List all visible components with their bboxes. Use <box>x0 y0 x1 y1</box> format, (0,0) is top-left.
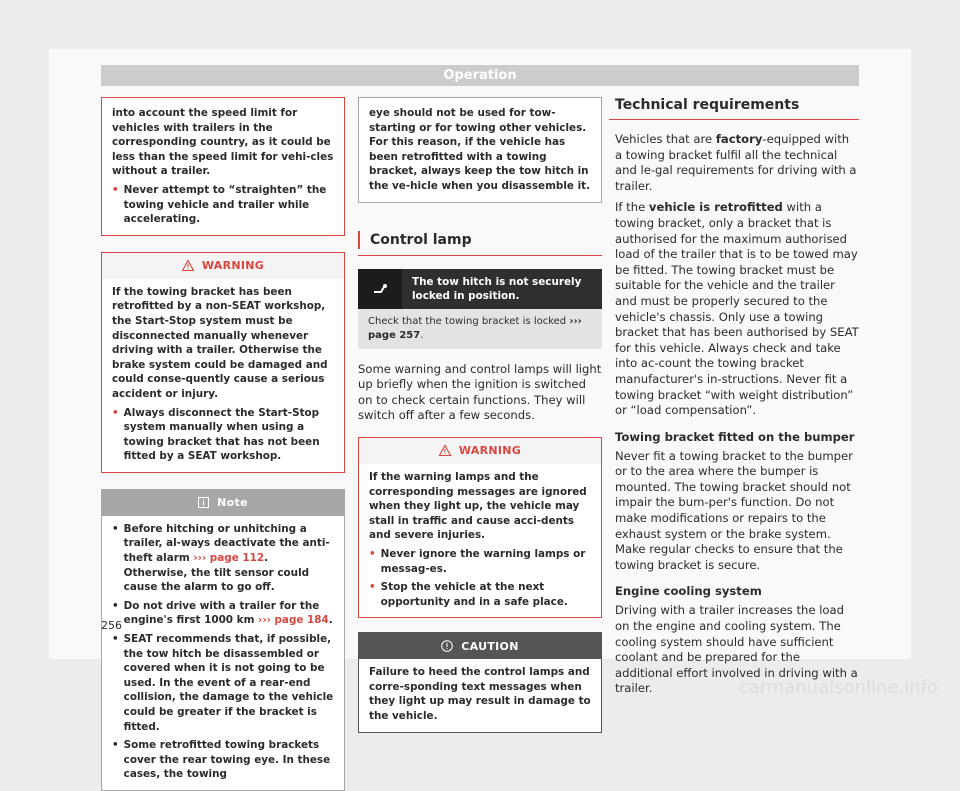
page-link[interactable]: ››› page 257 <box>368 315 582 341</box>
paragraph: Driving with a trailer increases the load on the engine and cooling system. The cooling system should have sufficient coolant and be prepared for the additional effort involved in driving with a trailer. <box>615 603 858 696</box>
warning-triangle-icon <box>439 445 451 456</box>
warning-text: If the warning lamps and the corresponding messages are ignored when they light up, the vehicle may stall in traffic and cause acci-dents and severe injuries. <box>369 470 587 542</box>
section-heading <box>358 231 602 256</box>
control-lamp-row <box>358 269 602 309</box>
warning-header <box>359 438 601 464</box>
warning-box <box>358 437 602 618</box>
bullet-text: . Otherwise, the tilt sensor could cause the alarm to go off. <box>123 552 310 594</box>
bullet-item <box>112 738 335 782</box>
paragraph-text: with a towing bracket, only a bracket that is authorised for the maximum authorised load of the trailer that is to be towed may be fitted. The towing bracket must be suitable for the vehicle and the trailer and must be properly secured to the vehicle's chassis. Only use a towing bracket that has been authorised by SEAT for this vehicle. Always check and take into ac-count the towing bracket manufacturer's in-structions. Never fit a towing bracket “with weight distribution” or “load compensation”. <box>615 200 859 418</box>
bullet-icon: • <box>112 633 119 646</box>
subheading: Towing bracket fitted on the bumper <box>615 429 855 444</box>
page-header: Operation <box>101 65 859 86</box>
warning-label: WARNING <box>201 259 265 273</box>
bullet-text: Do not drive with a trailer for the engine's first 1000 km <box>123 599 320 627</box>
caution-icon <box>441 640 453 652</box>
bullet-item <box>369 580 592 609</box>
bullet-text: Always disconnect the Start-Stop system manually when using a towing bracket that has not been fitted by a SEAT workshop. <box>123 406 320 463</box>
paragraph <box>615 200 859 418</box>
caution-box <box>358 632 602 732</box>
column-1 <box>101 97 345 791</box>
bullet-item <box>112 406 335 464</box>
bullet-text: . <box>328 614 333 627</box>
page-number: 256 <box>101 619 122 632</box>
emphasis: vehicle is retrofitted <box>648 200 783 215</box>
bullet-icon: • <box>112 522 119 535</box>
page-link[interactable]: ››› page 112 <box>193 552 265 565</box>
bullet-text: Never attempt to “straighten” the towing vehicle and trailer while accelerating. <box>123 183 327 226</box>
warning-continuation-box <box>101 97 345 236</box>
caution-label: CAUTION <box>461 639 519 653</box>
paragraph: Some warning and control lamps will light up briefly when the ignition is switched on to check certain functions. They will switch off after a few seconds. <box>358 361 602 423</box>
box-text: into account the speed limit for vehicles with trailers in the corresponding country, as it could be less than the speed limit for vehi-cles without a trailer. <box>112 107 334 178</box>
bullet-text-1 <box>124 522 335 595</box>
bullet-item <box>112 599 335 628</box>
section-title: Control lamp <box>370 231 472 248</box>
caution-body <box>359 659 601 731</box>
bullet-icon: • <box>112 406 119 419</box>
bullet-icon: • <box>112 183 119 196</box>
bullet-text: Never ignore the warning lamps or messag-es. <box>380 547 586 575</box>
bullet-icon: • <box>369 581 376 594</box>
bullet-text: SEAT recommends that, if possible, the tow hitch be disassembled or covered when it is not going to be used. In the event of a rear-end collision, the damage to the vehicle could be greater if the bracket is fitted. <box>123 633 334 733</box>
warning-triangle-icon <box>182 260 194 271</box>
bullet-item <box>112 183 335 227</box>
note-continuation-box <box>358 97 602 203</box>
bullet-icon: • <box>112 739 119 752</box>
bullet-item <box>112 522 335 595</box>
column-3 <box>615 97 859 697</box>
column-2 <box>358 97 602 733</box>
lamp-instruction-text: Check that the towing bracket is locked <box>368 315 567 327</box>
subheading: Engine cooling system <box>615 584 762 599</box>
note-box <box>101 489 345 791</box>
warning-body <box>102 279 344 472</box>
lamp-instruction <box>358 309 602 349</box>
warning-text: If the towing bracket has been retrofitted by a non-SEAT workshop, the Start-Stop system must be disconnected manually whenever driving with a trailer. Otherwise the brake system could be damaged and could conse-quently cause a serious accident or injury. <box>112 285 328 400</box>
tow-hitch-icon <box>358 269 402 309</box>
caution-text: Failure to heed the control lamps and corre-sponding text messages when they light up may result in damage to the vehicle. <box>369 666 591 723</box>
bullet-text: Before hitching or unhitching a trailer, al-ways deactivate the anti-theft alarm <box>123 522 330 565</box>
paragraph-text: Vehicles that are <box>615 132 716 146</box>
note-body <box>102 516 344 790</box>
bullet-icon: • <box>112 599 119 612</box>
page-link[interactable]: ››› page 184 <box>258 614 329 627</box>
lamp-instruction-end: . <box>420 329 424 341</box>
warning-header <box>102 253 344 279</box>
section-heading <box>609 97 859 120</box>
box-text: eye should not be used for tow-starting or for towing other vehicles. For this reason, if the vehicle has been retrofitted with a towing bracket, always keep the tow hitch in the ve-hicle when you disassemble it. <box>369 107 591 192</box>
warning-body <box>359 464 601 617</box>
paragraph-text: -equipped with a towing bracket fulfil all the technical and le-gal requirements for driving with a trailer. <box>615 132 857 193</box>
watermark: carmanualsonline.info <box>738 677 938 698</box>
paragraph: Never fit a towing bracket to the bumper or to the area where the bumper is mounted. The towing bracket should not impair the bum-per's function. Do not make modifications or repairs to the exhaust system or the brake system. Make regular checks to ensure that the towing bracket is secure. <box>615 448 853 572</box>
bullet-text: Some retrofitted towing brackets cover the rear towing eye. In these cases, the towing <box>123 739 331 781</box>
note-icon <box>198 497 209 508</box>
lamp-text: The tow hitch is not securely locked in position. <box>412 275 582 302</box>
note-label: Note <box>217 496 248 510</box>
caution-header <box>359 633 601 659</box>
paragraph-text: If the <box>615 200 649 215</box>
bullet-text: Stop the vehicle at the next opportunity and in a safe place. <box>380 581 568 608</box>
bullet-icon: • <box>369 547 376 560</box>
emphasis: factory <box>715 132 763 146</box>
paragraph <box>615 132 859 194</box>
note-header <box>102 490 344 516</box>
section-marker <box>358 231 360 249</box>
bullet-text-2 <box>124 599 335 628</box>
section-title: Technical requirements <box>615 97 800 113</box>
bullet-item <box>369 547 592 576</box>
warning-box <box>101 252 345 473</box>
bullet-item <box>112 632 335 734</box>
warning-label: WARNING <box>458 444 522 458</box>
